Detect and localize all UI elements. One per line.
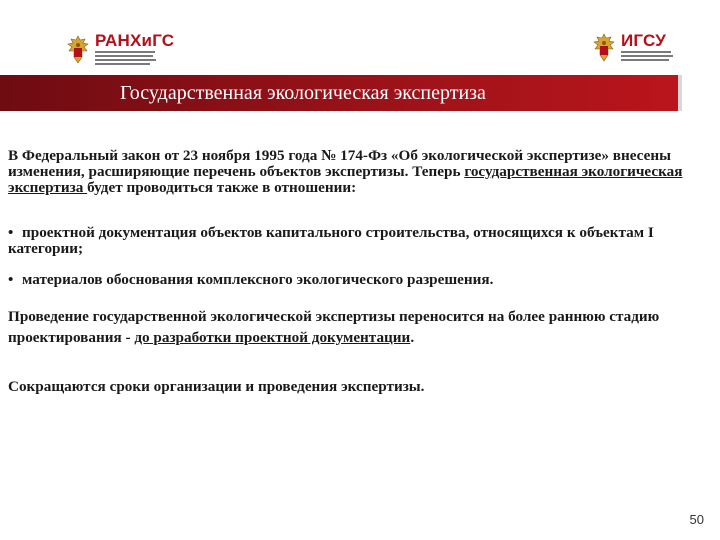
- page-number: 50: [689, 512, 704, 527]
- igsu-logo: [592, 32, 673, 63]
- igsu-logo-subtitle: [621, 51, 673, 63]
- emblem-icon: [592, 33, 616, 63]
- slide-title: Государственная экологическая экспертиза: [120, 82, 486, 104]
- title-bar: [0, 75, 678, 111]
- bullet-marker: •: [8, 271, 14, 288]
- stage-text-part2: .: [410, 329, 415, 346]
- ranepa-logo-name: РАНХиГС: [95, 31, 175, 50]
- bullet-text: материалов обоснования комплексного экологического разрешения.: [22, 271, 494, 288]
- intro-text-part2: будет проводиться также в отношении:: [87, 179, 357, 196]
- emblem-icon: [66, 35, 90, 65]
- ranepa-logo-subtitle: [95, 51, 174, 67]
- bullet-text: проектной документация объектов капитального строительства, относящихся к объектам I категории;: [8, 224, 654, 257]
- title-bar-edge: [678, 75, 682, 111]
- deadline-paragraph: Сокращаются сроки организации и проведения экспертизы.: [8, 378, 425, 395]
- bullet-marker: •: [8, 224, 14, 241]
- intro-paragraph: [8, 148, 688, 196]
- igsu-logo-name: ИГСУ: [621, 31, 667, 50]
- bullet-item: [8, 225, 692, 257]
- intro-underlined-text: государственная экологическая экспертиза: [8, 163, 683, 196]
- stage-underlined-text: до разработки проектной документации: [134, 329, 411, 346]
- stage-paragraph: [8, 306, 688, 348]
- ranepa-logo: [66, 32, 174, 67]
- bullet-item: [8, 272, 692, 288]
- intro-text-part1: В Федеральный закон от 23 ноября 1995 года № 174-Фз «Об экологической экспертизе» внесены изменения, расширяющие перечень объектов экспертизы. Теперь: [8, 147, 671, 180]
- stage-text-part1: Проведение государственной экологической экспертизы переносится на более раннюю стадию проектирования -: [8, 308, 660, 346]
